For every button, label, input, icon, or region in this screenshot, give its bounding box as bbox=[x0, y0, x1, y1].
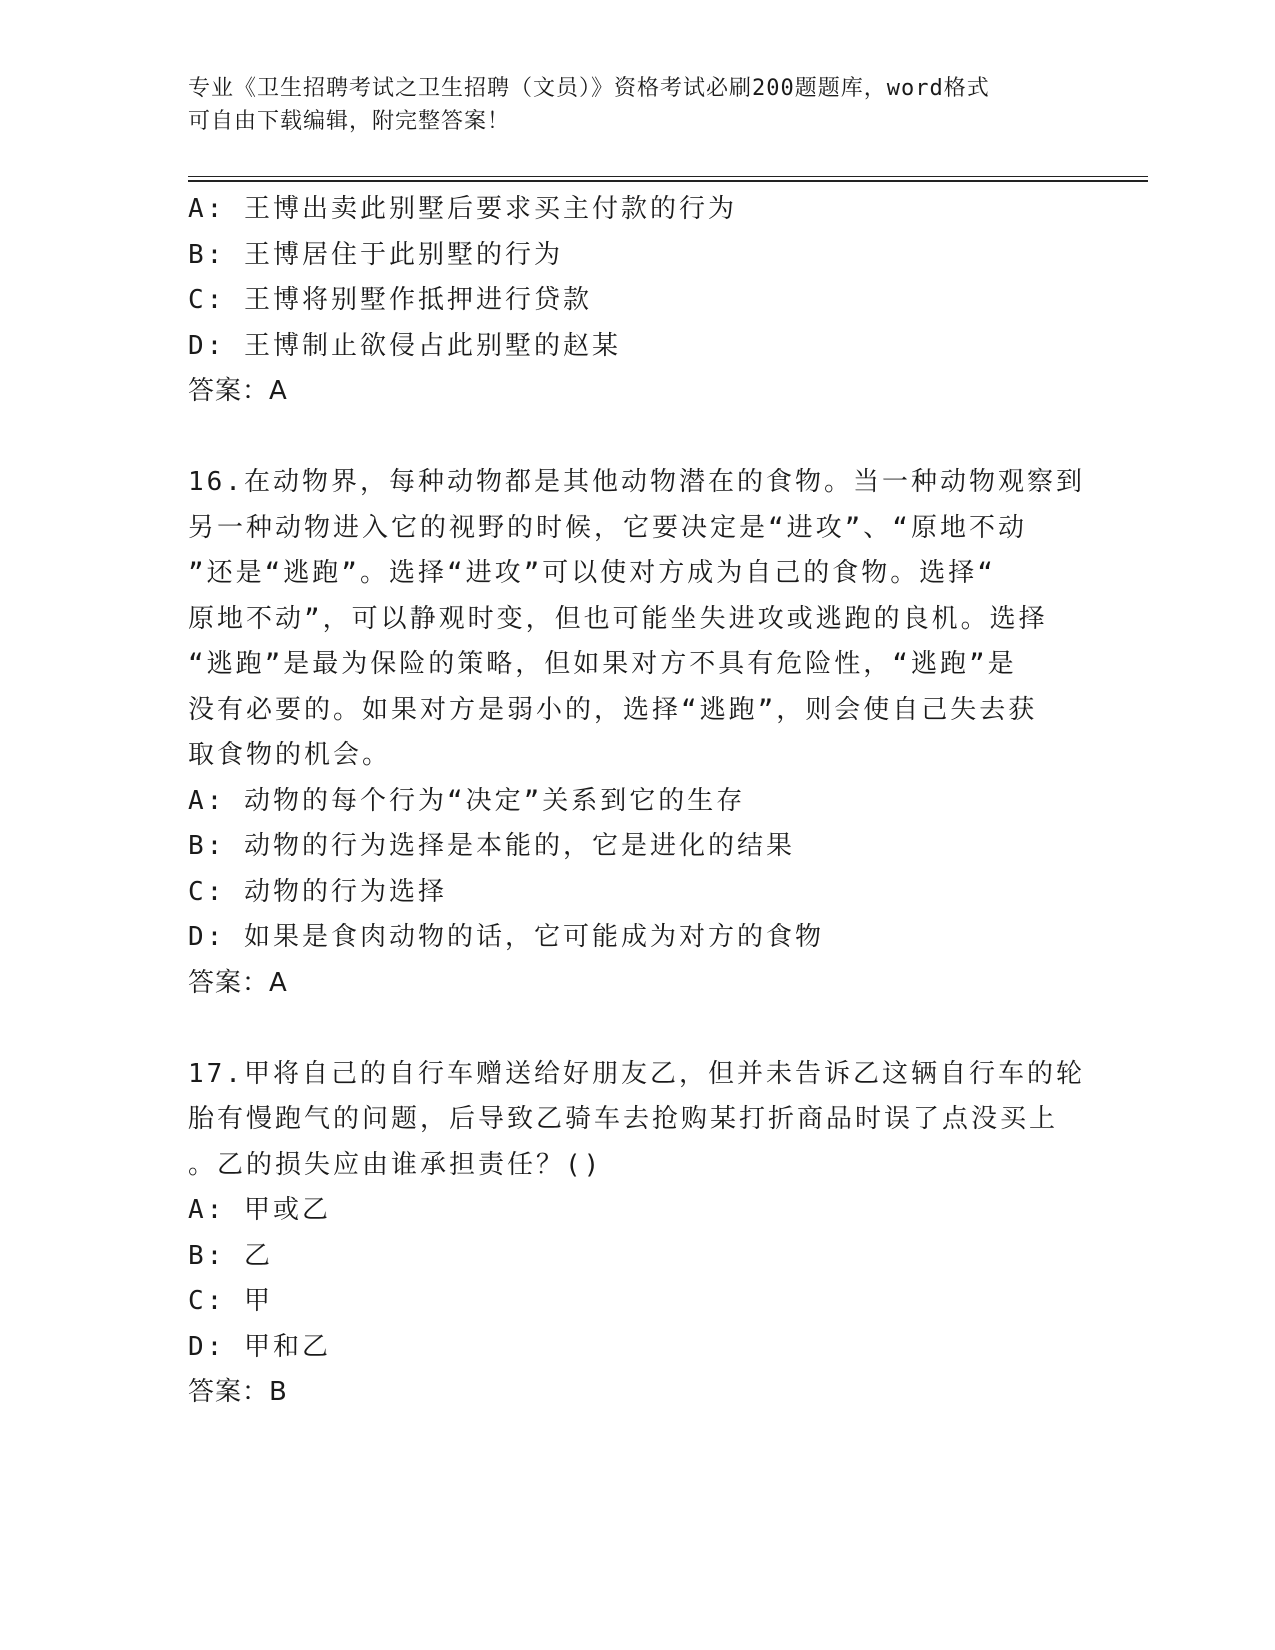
document-body bbox=[188, 187, 1088, 1416]
stem-line: 。乙的损失应由谁承担责任？() bbox=[188, 1149, 603, 1180]
option-b: B: 王博居住于此别墅的行为 bbox=[188, 239, 563, 270]
option-c: C: 动物的行为选择 bbox=[188, 876, 447, 907]
spacer bbox=[188, 1006, 1088, 1052]
option-a: A: 甲或乙 bbox=[188, 1195, 331, 1225]
stem-line: 胎有慢跑气的问题，后导致乙骑车去抢购某打折商品时误了点没买上 bbox=[188, 1104, 1059, 1134]
option-c: C: 甲 bbox=[188, 1286, 273, 1316]
spacer bbox=[188, 415, 1088, 461]
question-17 bbox=[188, 1052, 1088, 1416]
stem-line: “逃跑”是最为保险的策略，但如果对方不具有危险性，“逃跑”是 bbox=[188, 649, 1017, 679]
question-16 bbox=[188, 460, 1088, 1006]
option-a: A: 王博出卖此别墅后要求买主付款的行为 bbox=[188, 194, 737, 224]
answer: 答案：A bbox=[188, 967, 288, 998]
option-b: B: 乙 bbox=[188, 1240, 273, 1271]
option-d: D: 如果是食肉动物的话，它可能成为对方的食物 bbox=[188, 922, 824, 952]
header-line-2: 可自由下载编辑，附完整答案！ bbox=[188, 109, 511, 134]
question-stem bbox=[188, 460, 1088, 779]
question-stem bbox=[188, 1052, 1088, 1189]
header-divider-thin bbox=[188, 176, 1148, 177]
stem-line: 原地不动”，可以静观时变，但也可能坐失进攻或逃跑的良机。选择 bbox=[188, 603, 1048, 634]
answer: 答案：B bbox=[188, 1377, 288, 1407]
answer: 答案：A bbox=[188, 376, 288, 406]
header-divider-thick bbox=[188, 180, 1148, 182]
option-a: A: 动物的每个行为“决定”关系到它的生存 bbox=[188, 785, 746, 816]
stem-line: ”还是“逃跑”。选择“进攻”可以使对方成为自己的食物。选择“ bbox=[188, 558, 996, 588]
stem-line: 没有必要的。如果对方是弱小的，选择“逃跑”，则会使自己失去获 bbox=[188, 694, 1038, 725]
stem-line: 16.在动物界，每种动物都是其他动物潜在的食物。当一种动物观察到 bbox=[188, 467, 1085, 497]
option-b: B: 动物的行为选择是本能的，它是进化的结果 bbox=[188, 831, 795, 861]
option-d: D: 王博制止欲侵占此别墅的赵某 bbox=[188, 330, 621, 361]
header-line-1: 专业《卫生招聘考试之卫生招聘（文员）》资格考试必刷200题题库，word格式 bbox=[188, 76, 990, 101]
document-header bbox=[188, 72, 1088, 138]
stem-line: 17.甲将自己的自行车赠送给好朋友乙，但并未告诉乙这辆自行车的轮 bbox=[188, 1058, 1085, 1089]
stem-line: 取食物的机会。 bbox=[188, 740, 392, 770]
option-c: C: 王博将别墅作抵押进行贷款 bbox=[188, 285, 592, 315]
stem-line: 另一种动物进入它的视野的时候，它要决定是“进攻”、“原地不动 bbox=[188, 512, 1027, 543]
option-d: D: 甲和乙 bbox=[188, 1331, 331, 1362]
question-15 bbox=[188, 187, 1088, 415]
